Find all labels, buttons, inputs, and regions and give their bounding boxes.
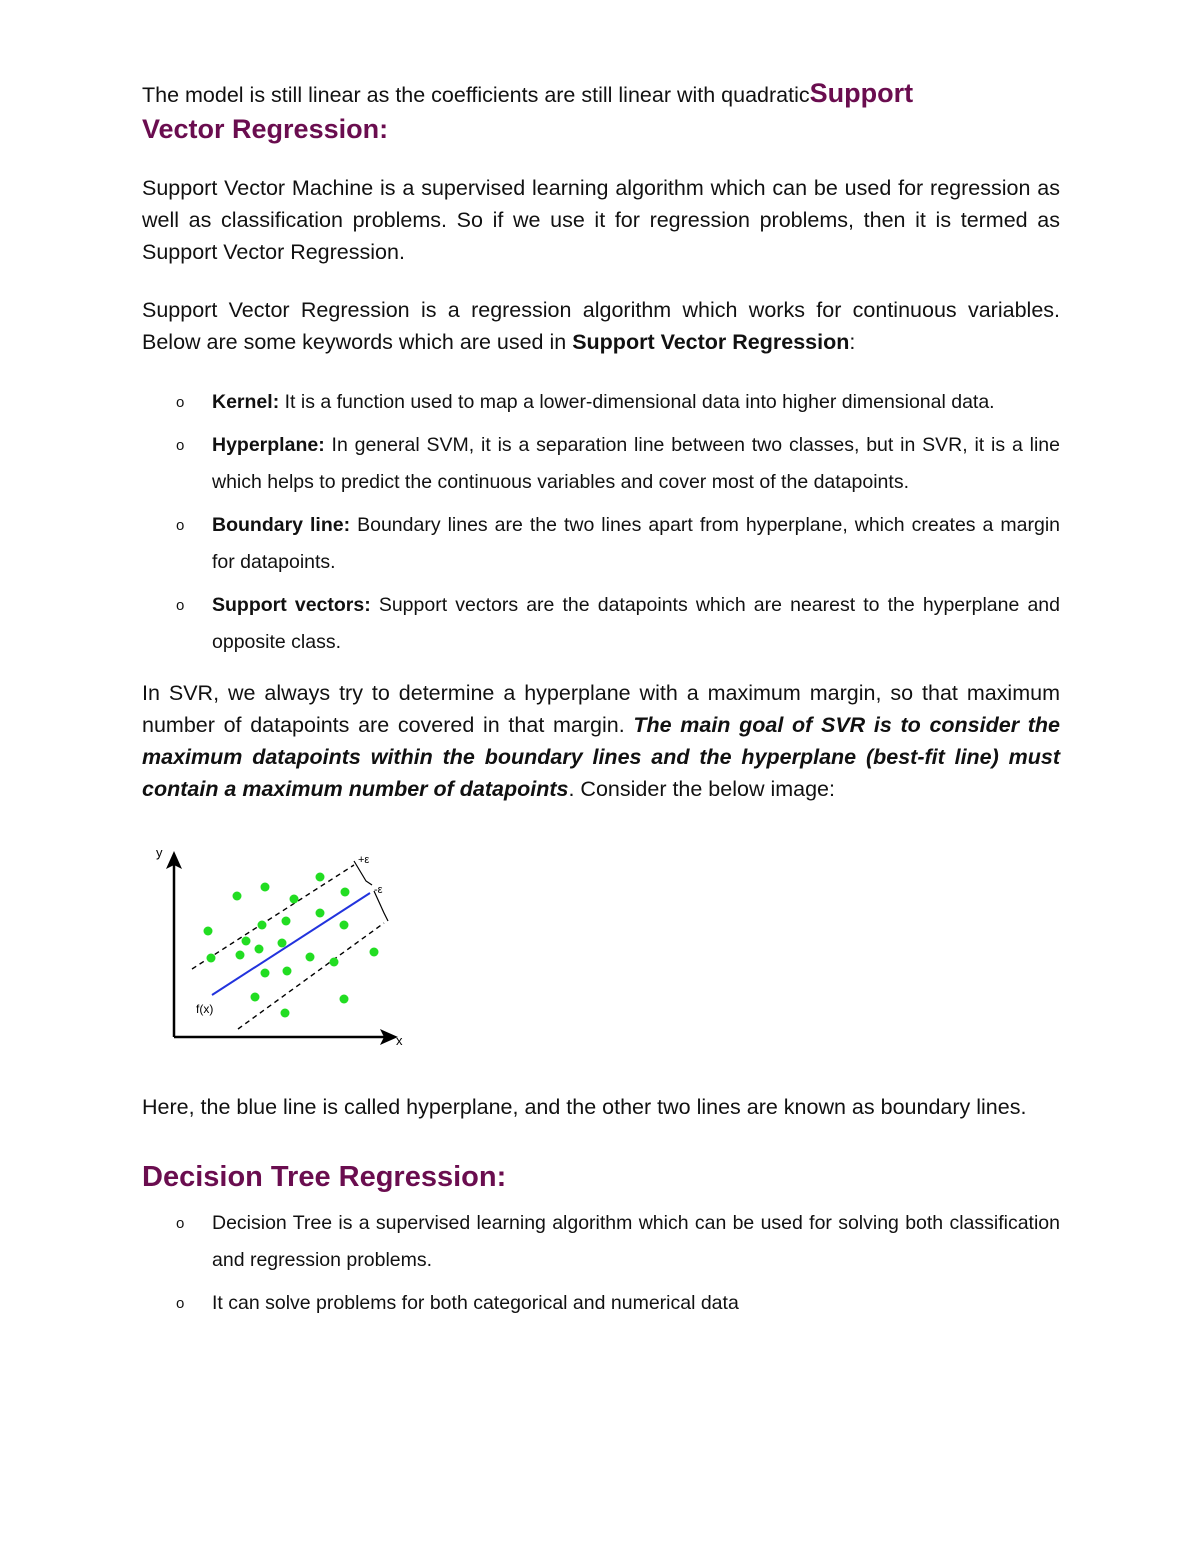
data-point <box>207 954 216 963</box>
keyword-desc: It is a function used to map a lower-dimensional data into higher dimensional data. <box>279 391 995 413</box>
data-point <box>340 921 349 930</box>
minus-epsilon-label: -ε <box>374 884 383 896</box>
keyword-term: Boundary line: <box>212 514 351 536</box>
data-point <box>236 951 245 960</box>
svr-paragraph-3-emphasis: The main goal of SVR is to consider the maximum datapoints within the boundary lines and the hyperplane (best-fit line) must contain a maximum number of datapoints <box>142 713 1060 801</box>
data-point <box>242 937 251 946</box>
data-point <box>258 921 267 930</box>
plus-epsilon-label: +ε <box>358 854 370 866</box>
svr-heading-part2: Vector Regression: <box>142 114 389 144</box>
data-point <box>281 1009 290 1018</box>
data-point <box>278 939 287 948</box>
bullet-text: It can solve problems for both categorical and numerical data <box>212 1292 739 1314</box>
bullet-marker: o <box>176 597 185 614</box>
svr-keyword-list <box>142 384 1060 661</box>
keyword-support-vectors <box>176 587 1060 661</box>
data-point <box>251 993 260 1002</box>
bullet-text: Decision Tree is a supervised learning algorithm which can be used for solving both classification and regression problems. <box>212 1212 1060 1271</box>
svr-heading-part1: Support <box>809 78 914 108</box>
data-point <box>370 948 379 957</box>
data-point <box>204 927 213 936</box>
intro-lead-text: The model is still linear as the coefficients are still linear with quadratic <box>142 83 810 107</box>
svr-paragraph-3-end: . Consider the below image: <box>568 777 835 801</box>
data-point <box>261 969 270 978</box>
data-point <box>282 917 291 926</box>
bullet-marker: o <box>176 1215 185 1232</box>
intro-line <box>142 76 1060 112</box>
decision-tree-bullet-1 <box>176 1205 1060 1279</box>
decision-tree-list <box>142 1205 1060 1322</box>
keyword-hyperplane <box>176 427 1060 501</box>
bullet-marker: o <box>176 1295 185 1312</box>
svr-diagram-svg <box>152 841 432 1061</box>
bullet-marker: o <box>176 517 185 534</box>
bullet-marker: o <box>176 394 185 411</box>
data-point <box>316 873 325 882</box>
svr-paragraph-1: Support Vector Machine is a supervised learning algorithm which can be used for regression as well as classification problems. So if we use it for regression problems, then it is termed as Support Vector Regression. <box>142 176 1060 264</box>
hyperplane-line <box>212 893 370 995</box>
document-page <box>142 76 1060 1338</box>
keyword-desc: Boundary lines are the two lines apart from hyperplane, which creates a margin for datapoints. <box>212 514 1060 573</box>
svr-paragraph-2-text: Support Vector Regression is a regression algorithm which works for continuous variables. Below are some keywords which are used in <box>142 298 1060 354</box>
data-point <box>306 953 315 962</box>
data-point <box>283 967 292 976</box>
data-point <box>233 892 242 901</box>
decision-tree-heading: Decision Tree Regression: <box>142 1161 507 1193</box>
upper-boundary-line <box>192 865 354 969</box>
keyword-boundary-line <box>176 507 1060 581</box>
svr-paragraph-3-text: In SVR, we always try to determine a hyperplane with a maximum margin, so that maximum number of datapoints are covered in that margin. <box>142 681 1060 737</box>
lower-boundary-line <box>238 923 384 1029</box>
keyword-desc: In general SVM, it is a separation line between two classes, but in SVR, it is a line which helps to predict the continuous variables and cover most of the datapoints. <box>212 434 1060 493</box>
fx-label: f(x) <box>196 1002 214 1016</box>
decision-tree-bullet-2 <box>176 1285 1060 1322</box>
data-point <box>330 958 339 967</box>
y-axis-label: y <box>156 845 163 860</box>
keyword-term: Kernel: <box>212 391 280 413</box>
bullet-marker: o <box>176 437 185 454</box>
svr-paragraph-4: Here, the blue line is called hyperplane, and the other two lines are known as boundary lines. <box>142 1095 1027 1119</box>
svr-diagram <box>152 841 432 1061</box>
svr-paragraph-3 <box>142 677 1060 805</box>
data-point <box>255 945 264 954</box>
data-point <box>316 909 325 918</box>
data-point <box>290 895 299 904</box>
data-point <box>261 883 270 892</box>
keyword-desc: Support vectors are the datapoints which are nearest to the hyperplane and opposite class. <box>212 594 1060 653</box>
data-point <box>341 888 350 897</box>
keyword-term: Support vectors: <box>212 594 371 616</box>
svr-paragraph-2-end: : <box>849 330 856 354</box>
svr-paragraph-2 <box>142 294 1060 358</box>
svr-paragraph-2-bold: Support Vector Regression <box>572 330 850 354</box>
x-axis-label: x <box>396 1033 403 1048</box>
keyword-term: Hyperplane: <box>212 434 325 456</box>
data-point <box>340 995 349 1004</box>
keyword-kernel <box>176 384 1060 421</box>
